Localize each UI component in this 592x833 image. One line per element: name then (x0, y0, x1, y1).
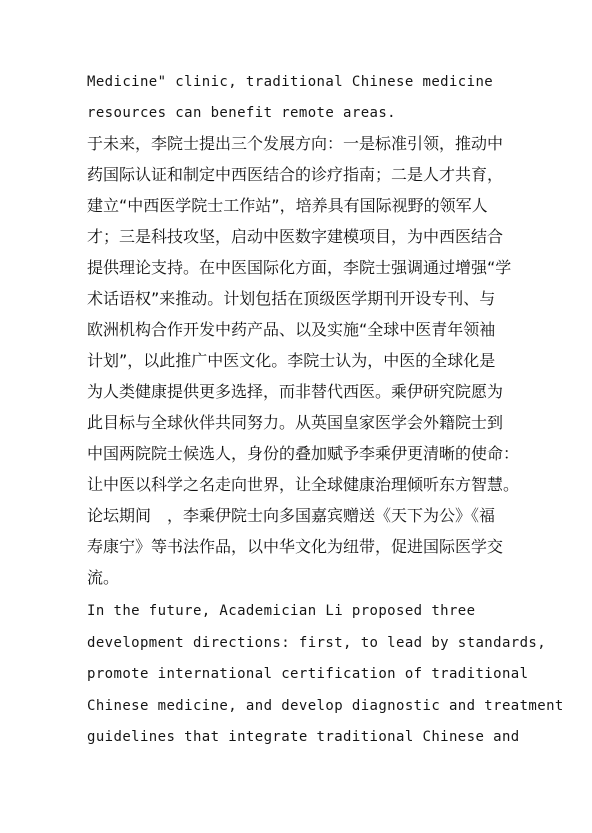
english-text-line: In the future, Academician Li proposed three (87, 603, 476, 619)
chinese-text-line: 让中医以科学之名走向世界，让全球健康治理倾听东方智慧。 (87, 475, 520, 494)
chinese-text-line: 提供理论支持。在中医国际化方面，李院士强调通过增强“学 (87, 258, 512, 277)
english-text-line: development directions: first, to lead by standards, (87, 635, 547, 651)
chinese-text-line: 此目标与全球伙伴共同努力。从英国皇家医学会外籍院士到 (87, 413, 504, 432)
english-text-line: promote international certification of traditional (87, 666, 529, 682)
english-text-line: Medicine" clinic, traditional Chinese medicine (87, 74, 494, 90)
english-text-line: Chinese medicine, and develop diagnostic and treatment (87, 698, 564, 714)
chinese-text-line: 欧洲机构合作开发中药产品、以及实施“全球中医青年领袖 (87, 320, 496, 339)
english-text-line: guidelines that integrate traditional Chinese and (87, 729, 520, 745)
chinese-text-line: 术话语权”来推动。计划包括在顶级医学期刊开设专刊、与 (87, 289, 496, 308)
chinese-text-line: 计划”，以此推广中医文化。李院士认为，中医的全球化是 (87, 351, 496, 370)
chinese-text-line: 才；三是科技攻坚，启动中医数字建模项目，为中西医结合 (87, 227, 504, 246)
chinese-text-line: 寿康宁》等书法作品，以中华文化为纽带，促进国际医学交 (87, 537, 504, 556)
chinese-text-line: 流。 (87, 568, 120, 587)
chinese-text-line: 建立“中西医学院士工作站”，培养具有国际视野的领军人 (87, 196, 488, 215)
chinese-text-line: 论坛期间 ，李乘伊院士向多国嘉宾赠送《天下为公》《福 (87, 506, 496, 525)
chinese-text-line: 药国际认证和制定中西医结合的诊疗指南；二是人才共育， (87, 165, 504, 184)
chinese-text-line: 于未来，李院士提出三个发展方向：一是标准引领，推动中 (87, 134, 504, 153)
chinese-text-line: 中国两院院士候选人，身份的叠加赋予李乘伊更清晰的使命： (87, 444, 520, 463)
english-text-line: resources can benefit remote areas. (87, 105, 397, 121)
chinese-text-line: 为人类健康提供更多选择，而非替代西医。乘伊研究院愿为 (87, 382, 504, 401)
